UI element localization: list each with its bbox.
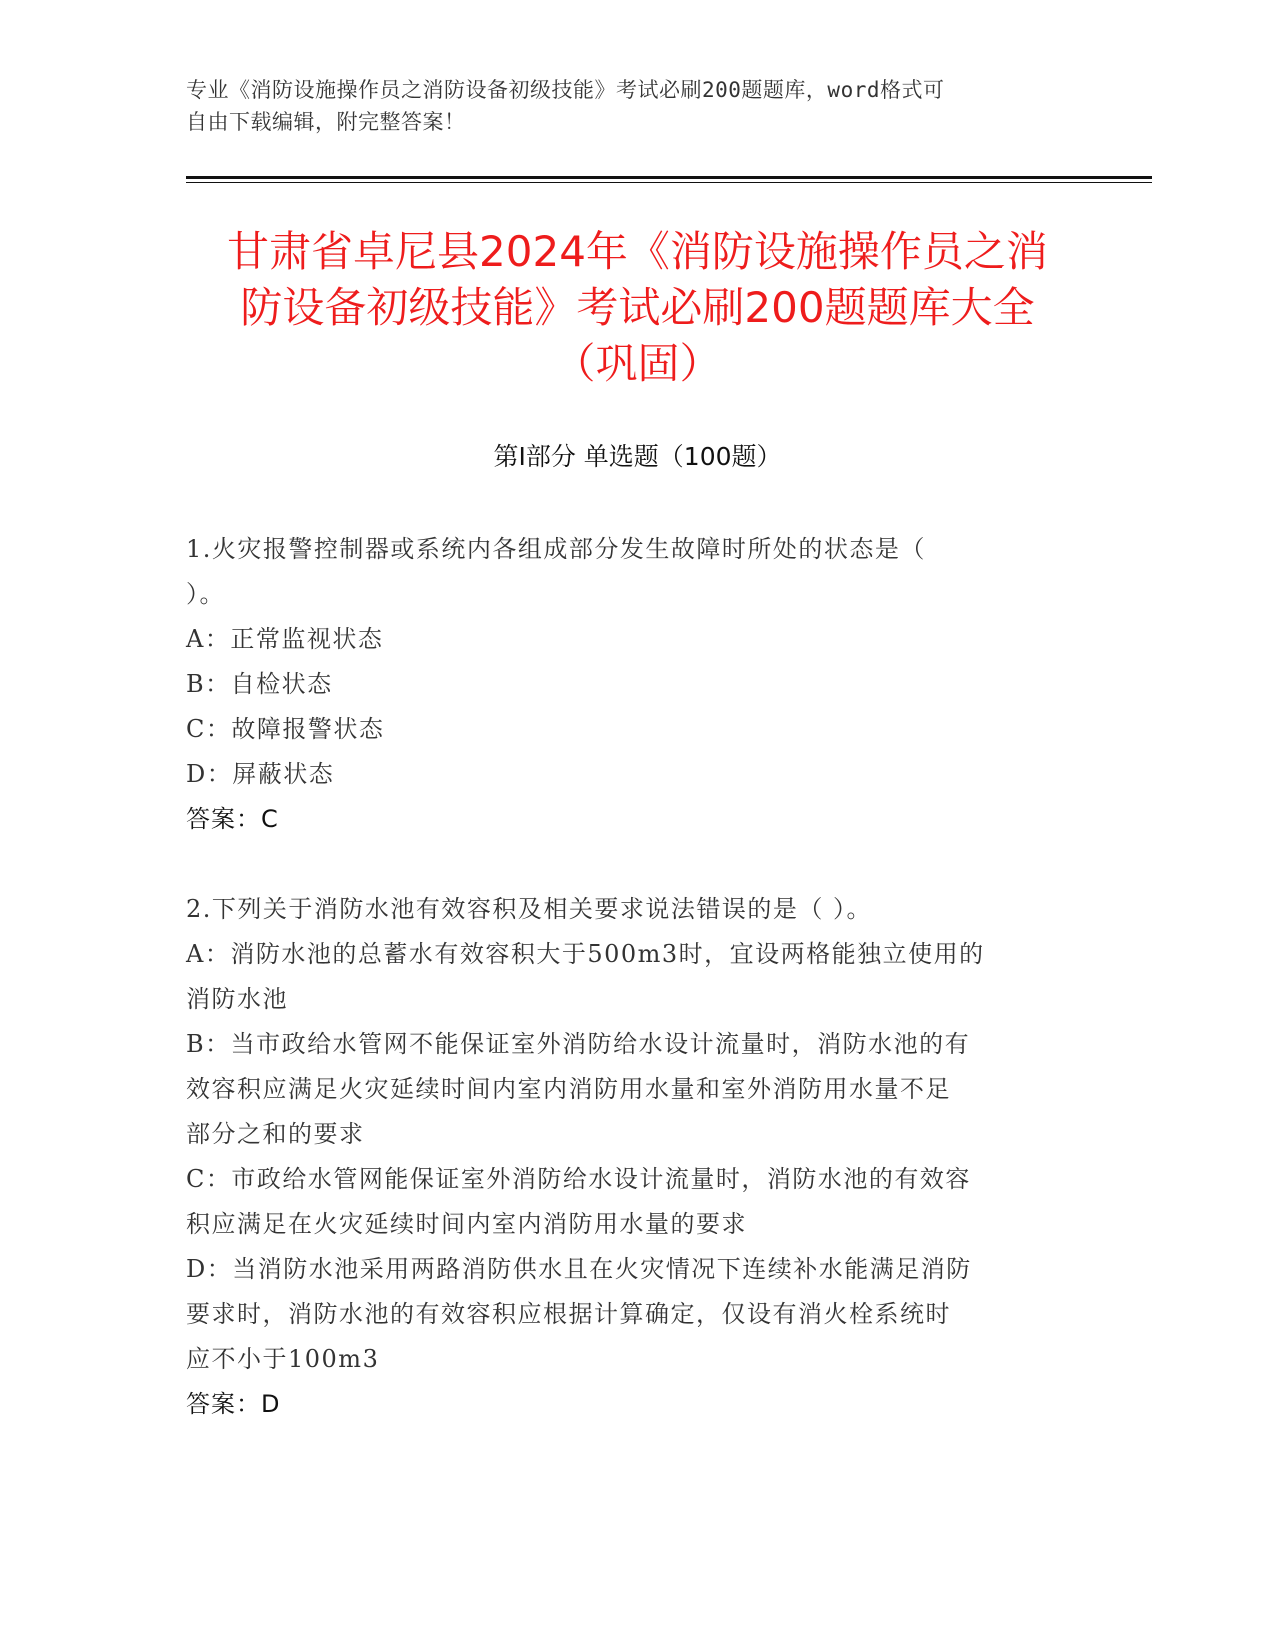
header-divider-thick: [186, 176, 1152, 179]
section-heading: 第Ⅰ部分 单选题（100题）: [493, 442, 782, 471]
option-a-continued: 消防水池: [186, 985, 288, 1013]
title-line-2: 防设备初级技能》考试必刷200题题库大全: [240, 283, 1035, 332]
question-stem-continued: ）。: [186, 580, 225, 608]
option-c: C：市政给水管网能保证室外消防给水设计流量时，消防水池的有效容: [186, 1165, 971, 1193]
option-c: C：故障报警状态: [186, 715, 385, 743]
question-stem: 2.下列关于消防水池有效容积及相关要求说法错误的是（ ）。: [186, 895, 873, 923]
option-d: D：当消防水池采用两路消防供水且在火灾情况下连续补水能满足消防: [186, 1255, 972, 1283]
option-c-continued: 积应满足在火灾延续时间内室内消防用水量的要求: [186, 1210, 747, 1238]
header-note-line-2: 自由下载编辑，附完整答案！: [186, 110, 466, 134]
question-stem: 1.火灾报警控制器或系统内各组成部分发生故障时所处的状态是（: [186, 535, 926, 563]
question-2: [186, 887, 1066, 1427]
option-d-continued: 要求时，消防水池的有效容积应根据计算确定，仅设有消火栓系统时: [186, 1300, 951, 1328]
option-a: A：消防水池的总蓄水有效容积大于500m3时，宜设两格能独立使用的: [186, 940, 985, 968]
answer: 答案：D: [186, 1390, 281, 1418]
title-line-1: 甘肃省卓尼县2024年《消防设施操作员之消: [227, 227, 1048, 276]
option-b: B：当市政给水管网不能保证室外消防给水设计流量时，消防水池的有: [186, 1030, 971, 1058]
title-line-3: （巩固）: [553, 339, 722, 388]
answer: 答案：C: [186, 805, 279, 833]
option-d-continued: 应不小于100m3: [186, 1345, 380, 1373]
header-note-line-1: 专业《消防设施操作员之消防设备初级技能》考试必刷200题题库，word格式可: [186, 78, 945, 102]
option-d: D：屏蔽状态: [186, 760, 335, 788]
option-a: A：正常监视状态: [186, 625, 384, 653]
header-divider-thin: [186, 182, 1152, 183]
option-b-continued: 部分之和的要求: [186, 1120, 365, 1148]
header-note: [186, 74, 1066, 138]
option-b-continued: 效容积应满足火灾延续时间内室内消防用水量和室外消防用水量不足: [186, 1075, 951, 1103]
question-1: [186, 527, 1066, 842]
option-b: B：自检状态: [186, 670, 333, 698]
document-title: [150, 224, 1125, 392]
